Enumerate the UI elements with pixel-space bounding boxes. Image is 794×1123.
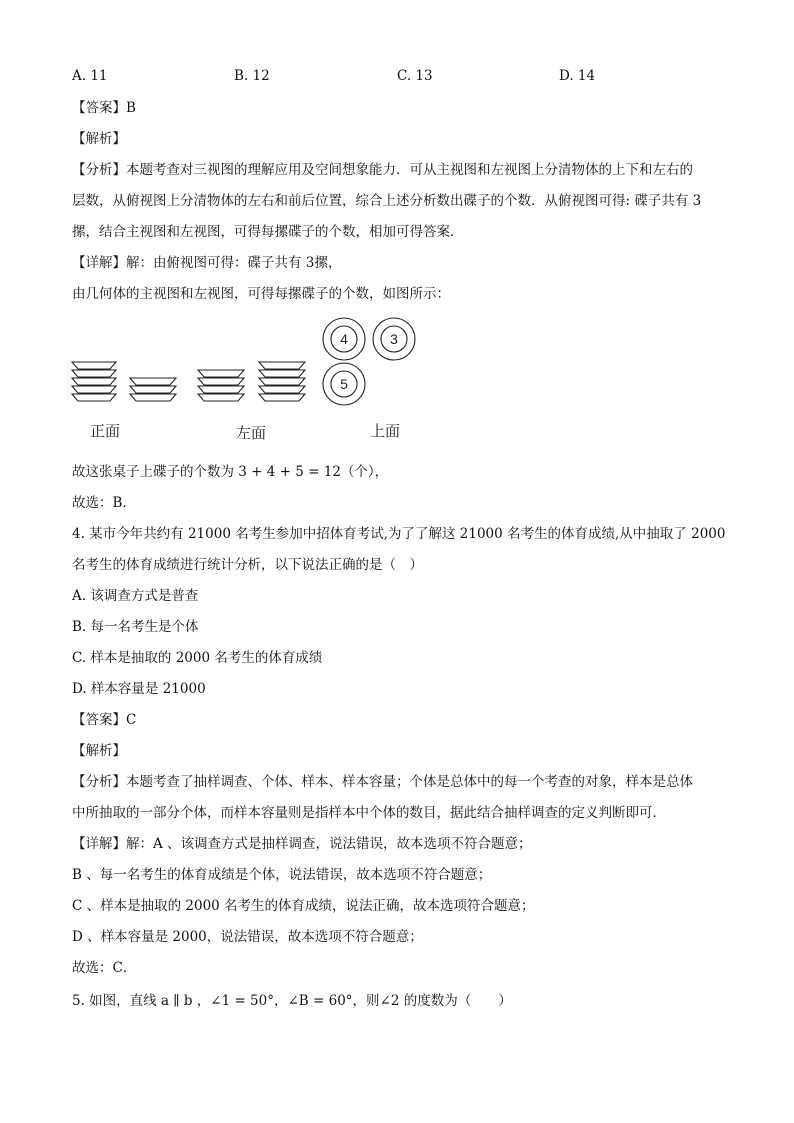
answer-line: 【答案】B xyxy=(72,100,136,116)
detail-line: 由几何体的主视图和左视图，可得每摞碟子的个数，如图所示： xyxy=(72,286,450,302)
detail-line: 【详解】解：由俯视图可得：碟子共有 3摞， xyxy=(72,255,342,271)
front-stack-3 xyxy=(130,378,176,401)
three-view-figure xyxy=(60,310,440,450)
detail-line: D 、样本容量是 2000，说法错误，故本选项不符合题意； xyxy=(72,929,423,945)
left-stack-4 xyxy=(198,370,244,401)
option-b: B. 12 xyxy=(234,68,270,84)
conclusion-line: 故这张桌子上碟子的个数为 3 + 4 + 5 = 12（个）， xyxy=(72,464,389,480)
option-c: C. 13 xyxy=(397,68,433,84)
detail-line: 【详解】解：A 、该调查方式是抽样调查，说法错误，故本选项不符合题意； xyxy=(72,836,532,852)
analysis-line: 中所抽取的一部分个体，而样本容量则是指样本中个体的数目，据此结合抽样调查的定义判断即可． xyxy=(72,805,666,821)
top-view-label: 上面 xyxy=(370,422,401,440)
top-count-label: 3 xyxy=(390,331,398,347)
option-d: D. 样本容量是 21000 xyxy=(72,681,206,697)
choice-line: 故选：C． xyxy=(72,960,137,976)
analysis-heading: 【解析】 xyxy=(72,131,126,147)
analysis-heading: 【解析】 xyxy=(72,743,126,759)
analysis-line: 层数，从俯视图上分清物体的左右和前后位置，综合上述分析数出碟子的个数．从俯视图可得: 碟子共有 3 xyxy=(72,193,702,209)
option-b: B. 每一名考生是个体 xyxy=(72,619,199,635)
choice-line: 故选：B． xyxy=(72,495,136,511)
option-d: D. 14 xyxy=(559,68,596,84)
question-stem: 名考生的体育成绩进行统计分析，以下说法正确的是（ ） xyxy=(72,557,423,573)
option-a: A. 该调查方式是普查 xyxy=(72,588,199,604)
analysis-line: 【分析】本题考查了抽样调查、个体、样本、样本容量；个体是总体中的每一个考查的对象，样本是总体 xyxy=(72,774,693,790)
top-count-label: 5 xyxy=(340,376,348,392)
left-stack-5 xyxy=(259,362,305,401)
option-a: A. 11 xyxy=(72,68,108,84)
analysis-line: 【分析】本题考查对三视图的理解应用及空间想象能力．可从主视图和左视图上分清物体的上下和左右的 xyxy=(72,162,693,178)
detail-line: B 、每一名考生的体育成绩是个体，说法错误，故本选项不符合题意； xyxy=(72,867,492,883)
question-stem: 4. 某市今年共约有 21000 名考生参加中招体育考试,为了了解这 21000 名考生的体育成绩,从中抽取了 2000 xyxy=(72,526,726,542)
detail-line: C 、样本是抽取的 2000 名考生的体育成绩，说法正确，故本选项符合题意； xyxy=(72,898,535,914)
front-view-label: 正面 xyxy=(90,422,121,440)
option-c: C. 样本是抽取的 2000 名考生的体育成绩 xyxy=(72,650,323,666)
question-stem: 5. 如图，直线 a ∥ b ，∠1 = 50°，∠B = 60°，则∠2 的度数为（ ） xyxy=(72,993,512,1009)
analysis-line: 摞，结合主视图和左视图，可得每摞碟子的个数，相加可得答案． xyxy=(72,224,464,240)
left-view-label: 左面 xyxy=(236,424,267,442)
answer-line: 【答案】C xyxy=(72,712,137,728)
top-count-label: 4 xyxy=(340,331,348,347)
front-stack-5 xyxy=(72,362,116,401)
